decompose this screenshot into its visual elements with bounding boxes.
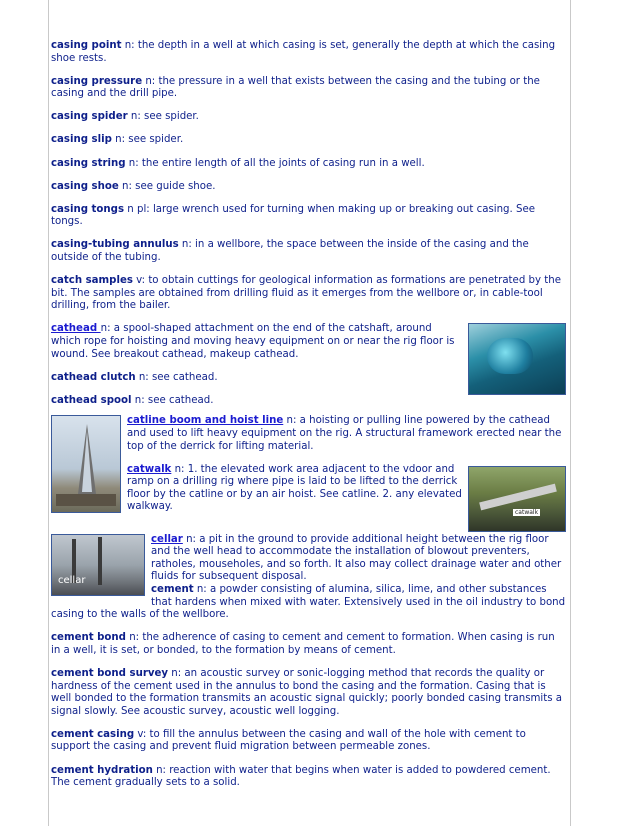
entry-term: casing tongs (51, 203, 125, 215)
glossary-entry (51, 395, 566, 408)
cathead-drum-shape (487, 338, 533, 374)
entry-term: casing point (51, 40, 122, 51)
entry-term: casing slip (51, 134, 112, 146)
entry-definition: n: reaction with water that begins when water is added to powdered cement. The cement gradually sets to a solid. (51, 764, 551, 789)
glossary-entry (51, 158, 566, 171)
entry-definition: n: a hoisting or pulling line powered by the cathead and used to lift heavy equipment on the rig. A structural framework erected near the top of the derrick for lifting material. (127, 415, 562, 452)
entry-definition: v: to fill the annulus between the casing and wall of the hole with cement to support the casing and prevent fluid migration between permeable zones. (51, 728, 526, 753)
glossary-entry (51, 134, 566, 147)
cellar-photo-label: cellar (58, 574, 86, 586)
glossary-entry (51, 668, 566, 718)
entry-term: cement casing (51, 728, 135, 740)
entry-definition: n: see cathead. (131, 394, 214, 406)
catline-boom-link[interactable]: catline boom and hoist line (127, 415, 284, 427)
entry-definition: n pl: large wrench used for turning when making up or breaking out casing. See tongs. (51, 203, 535, 228)
entry-term: casing spider (51, 111, 128, 123)
glossary-entry (51, 765, 566, 790)
glossary-entry (51, 181, 566, 194)
catwalk-photo (468, 466, 566, 532)
entry-definition: n: a powder consisting of alumina, silica, lime, and other substances that hardens when mixed with water. Extensively used in the oil industry to bond casing to the walls of the wellbore. (51, 584, 566, 621)
glossary-entry (51, 239, 566, 264)
entry-term: casing-tubing annulus (51, 239, 179, 251)
entry-definition: n: an acoustic survey or sonic-logging method that records the quality or hardness of the cement used in the annulus to bond the casing and the formation. Casing that is well bonded to the formation transmits an acoustic signal quickly; poorly bonded casing transmits a signal slowly. See acoustic survey, acoustic well logging. (51, 668, 563, 717)
entry-term: casing string (51, 157, 126, 169)
rig-base-shape (56, 494, 116, 506)
entry-definition: n: see spider. (111, 134, 184, 146)
glossary-entry (51, 204, 566, 229)
cellar-photo (51, 534, 145, 596)
glossary-entry (51, 632, 566, 657)
entry-term: cement bond (51, 632, 126, 644)
entry-definition: n: see guide shoe. (118, 180, 216, 192)
entry-term: cathead spool (51, 394, 132, 406)
glossary-entry-catwalk (51, 464, 566, 514)
derrick-inner-shape (82, 430, 92, 492)
glossary-entry (51, 76, 566, 101)
entry-term: cement hydration (51, 764, 153, 776)
catwalk-photo-label: catwalk (515, 508, 539, 516)
page-left-rule (48, 0, 49, 826)
glossary-entry-cellar (51, 534, 566, 584)
cellar-link[interactable]: cellar (151, 533, 183, 545)
entry-term: cement (151, 584, 194, 596)
glossary-entry (51, 111, 566, 124)
catwalk-ramp-shape (479, 483, 557, 510)
entry-term: catch samples (51, 275, 133, 287)
entry-definition: n: the depth in a well at which casing is set, generally the depth at which the casing shoe rests. (51, 40, 556, 64)
glossary-page (51, 40, 566, 800)
entry-definition: n: see cathead. (135, 371, 218, 383)
entry-definition: n: a pit in the ground to provide additional height between the rig floor and the well head to accommodate the installation of blowout preventers, ratholes, mouseholes, and so forth. It also may collect drainage water and other fluids for subsequent disposal. (151, 533, 562, 583)
entry-definition: n: the pressure in a well that exists between the casing and the tubing or the casing and the drill pipe. (51, 75, 540, 100)
catwalk-link[interactable]: catwalk (127, 463, 172, 475)
cellar-rig-shape (98, 537, 102, 585)
page-right-rule (570, 0, 571, 826)
entry-term: cathead clutch (51, 371, 136, 383)
glossary-entry (51, 729, 566, 754)
glossary-entry (51, 275, 566, 313)
glossary-entry-catline (51, 415, 566, 453)
entry-definition: n: 1. the elevated work area adjacent to the vdoor and ramp on a drilling rig where pipe is laid to be lifted to the derrick floor by the catline or by an air hoist. See catline. 2. any elevated walkway. (127, 463, 462, 513)
entry-definition: n: see spider. (127, 111, 199, 123)
entry-term: casing pressure (51, 75, 143, 87)
entry-definition: n: in a wellbore, the space between the inside of the casing and the outside of the tubing. (51, 239, 529, 264)
entry-definition: n: the entire length of all the joints of casing run in a well. (125, 157, 425, 169)
entry-definition: n: a spool-shaped attachment on the end of the catshaft, around which rope for hoisting and moving heavy equipment on or near the rig floor is wound. See breakout cathead, makeup cathead. (51, 323, 455, 360)
entry-term: casing shoe (51, 180, 119, 192)
derrick-photo (51, 415, 121, 513)
entry-term: cement bond survey (51, 668, 169, 679)
glossary-entry-cathead (51, 323, 566, 361)
cathead-photo (468, 323, 566, 395)
cathead-link[interactable]: cathead (51, 323, 101, 335)
glossary-entry (51, 40, 566, 65)
entry-definition: n: the adherence of casing to cement and cement to formation. When casing is run in a well, it is set, or bonded, to the formation by means of cement. (51, 632, 555, 656)
entry-definition: v: to obtain cuttings for geological information as formations are penetrated by the bit. The samples are obtained from drilling fluid as it emerges from the wellbore or, in cable-tool drilling, from the bailer. (51, 275, 561, 312)
